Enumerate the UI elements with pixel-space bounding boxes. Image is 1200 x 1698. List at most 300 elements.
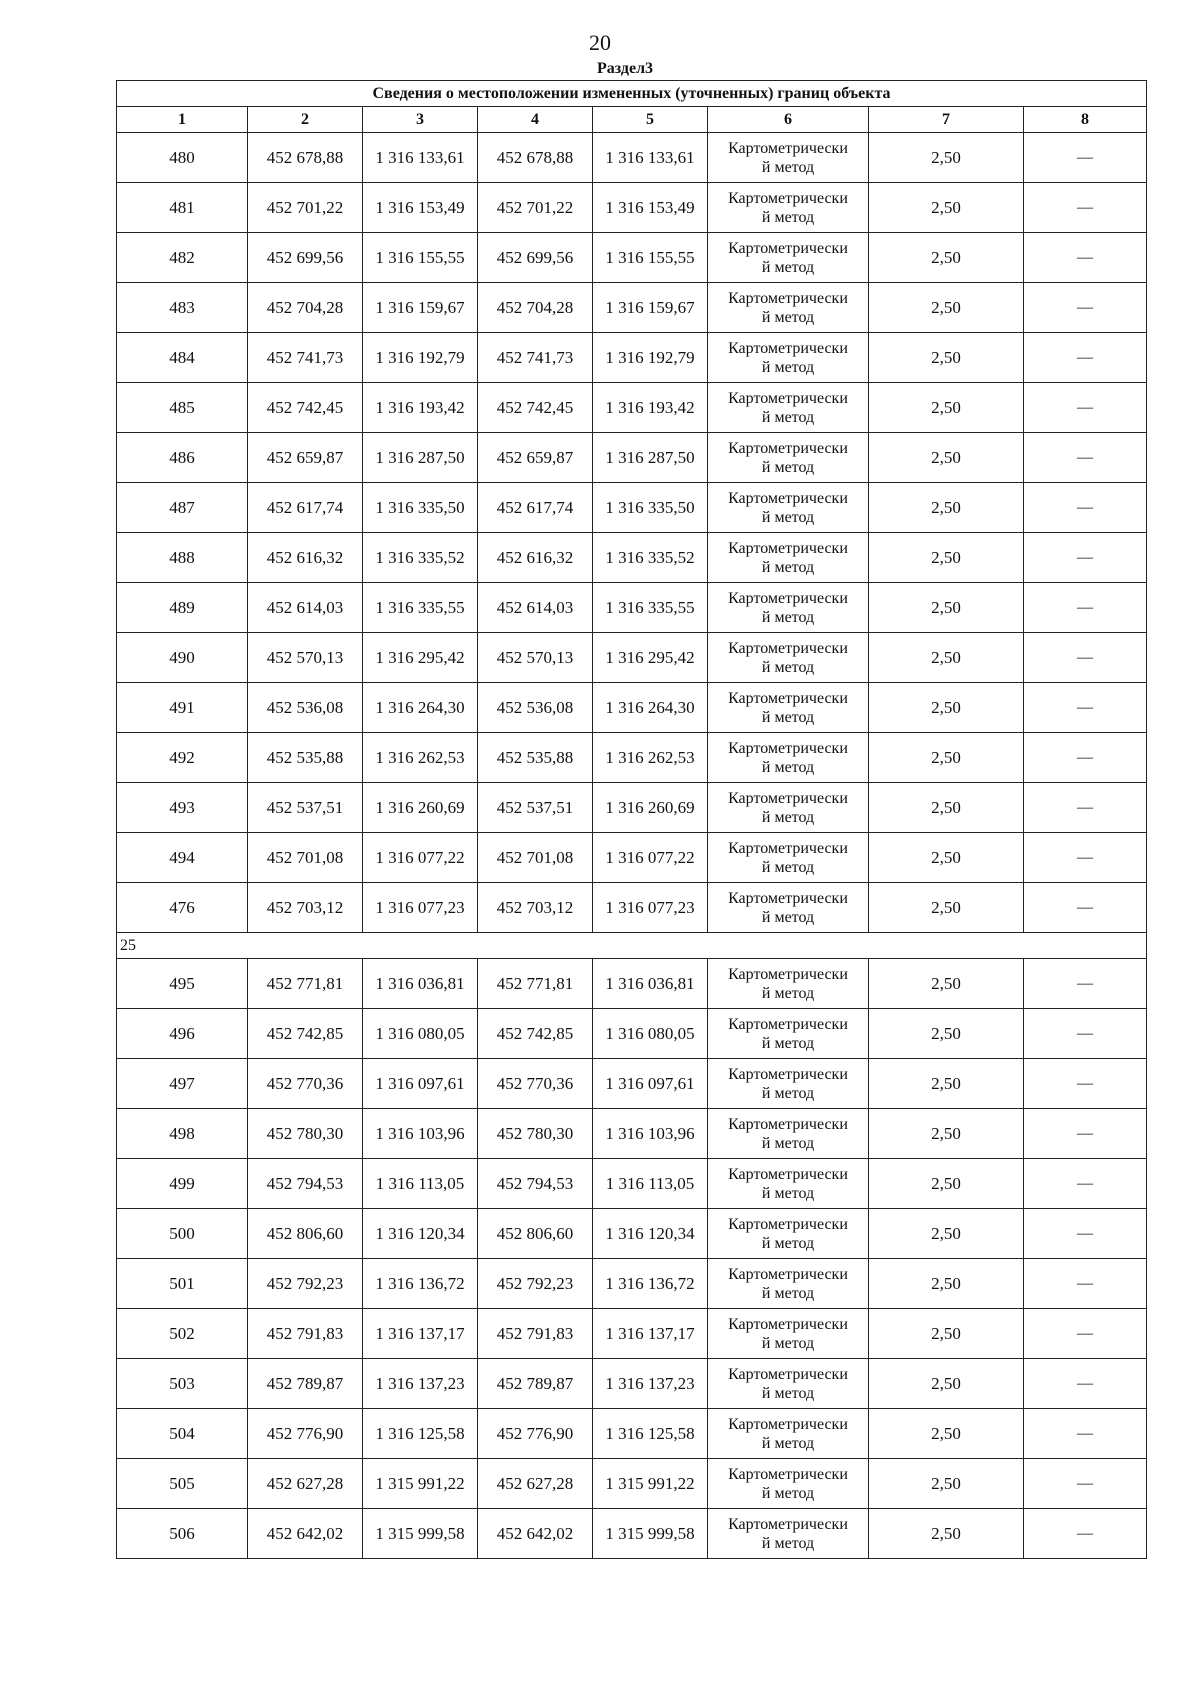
coord-x-existing-cell: 452 789,87 [248,1359,363,1409]
coord-y-updated-cell: 1 316 080,05 [593,1009,708,1059]
coord-y-existing-cell: 1 316 097,61 [363,1059,478,1109]
coord-y-existing-cell: 1 316 335,55 [363,583,478,633]
coord-x-updated-cell: 452 791,83 [478,1309,593,1359]
table-row [117,1409,1147,1459]
method-text-line1: Картометрически [728,965,848,983]
point-number-cell: 493 [117,783,248,833]
table-row [117,1009,1147,1059]
method-cell [708,883,869,933]
method-text-line2: й метод [761,558,815,576]
coord-y-existing-cell: 1 316 335,52 [363,533,478,583]
table-caption: Сведения о местоположении измененных (уточненных) границ объекта [117,81,1147,107]
coord-x-existing-cell: 452 792,23 [248,1259,363,1309]
method-text-line2: й метод [761,1384,815,1402]
method-text-line2: й метод [761,1484,815,1502]
accuracy-cell: 2,50 [869,1009,1024,1059]
note-cell: — [1024,1409,1147,1459]
accuracy-cell: 2,50 [869,133,1024,183]
table-row [117,233,1147,283]
method-text-line1: Картометрически [728,1365,848,1383]
coord-x-updated-cell: 452 742,45 [478,383,593,433]
coord-x-existing-cell: 452 570,13 [248,633,363,683]
method-text-line1: Картометрически [728,1315,848,1333]
point-number-cell: 485 [117,383,248,433]
method-text-line2: й метод [761,308,815,326]
accuracy-cell: 2,50 [869,1109,1024,1159]
coord-y-existing-cell: 1 316 335,50 [363,483,478,533]
method-text-line2: й метод [761,208,815,226]
accuracy-cell: 2,50 [869,483,1024,533]
accuracy-cell: 2,50 [869,183,1024,233]
method-text-line2: й метод [761,1434,815,1452]
method-text-line1: Картометрически [728,539,848,557]
point-number-cell: 503 [117,1359,248,1409]
coord-x-existing-cell: 452 703,12 [248,883,363,933]
method-text-line1: Картометрически [728,689,848,707]
coord-x-updated-cell: 452 770,36 [478,1059,593,1109]
point-number-cell: 476 [117,883,248,933]
coord-y-existing-cell: 1 316 153,49 [363,183,478,233]
column-number: 4 [478,107,593,133]
coord-x-updated-cell: 452 627,28 [478,1459,593,1509]
table-row [117,133,1147,183]
coord-x-existing-cell: 452 794,53 [248,1159,363,1209]
accuracy-cell: 2,50 [869,1359,1024,1409]
method-text-line1: Картометрически [728,1065,848,1083]
coord-y-existing-cell: 1 316 103,96 [363,1109,478,1159]
table-row [117,1459,1147,1509]
section-title: Раздел3 [596,60,654,77]
method-text-line2: й метод [761,758,815,776]
method-cell [708,733,869,783]
coord-y-updated-cell: 1 316 262,53 [593,733,708,783]
point-number-cell: 497 [117,1059,248,1109]
note-cell: — [1024,1109,1147,1159]
method-cell [708,1159,869,1209]
note-cell: — [1024,1159,1147,1209]
coord-y-updated-cell: 1 316 097,61 [593,1059,708,1109]
method-cell [708,833,869,883]
accuracy-cell: 2,50 [869,533,1024,583]
coord-y-existing-cell: 1 316 036,81 [363,959,478,1009]
column-number-row [117,107,1147,133]
coord-y-updated-cell: 1 316 335,52 [593,533,708,583]
method-text-line1: Картометрически [728,389,848,407]
table-caption-row [117,81,1147,107]
method-text-line2: й метод [761,1334,815,1352]
table-row [117,1109,1147,1159]
coord-y-updated-cell: 1 316 295,42 [593,633,708,683]
method-text-line2: й метод [761,708,815,726]
table-row [117,633,1147,683]
method-text-line1: Картометрически [728,239,848,257]
accuracy-cell: 2,50 [869,1309,1024,1359]
coord-y-existing-cell: 1 316 125,58 [363,1409,478,1459]
method-text-line2: й метод [761,458,815,476]
coord-x-existing-cell: 452 704,28 [248,283,363,333]
coord-x-existing-cell: 452 536,08 [248,683,363,733]
coord-y-updated-cell: 1 316 335,55 [593,583,708,633]
coord-x-updated-cell: 452 742,85 [478,1009,593,1059]
method-text-line1: Картометрически [728,1215,848,1233]
coord-x-updated-cell: 452 699,56 [478,233,593,283]
accuracy-cell: 2,50 [869,883,1024,933]
coordinates-table [116,80,1147,1559]
accuracy-cell: 2,50 [869,1509,1024,1559]
point-number-cell: 502 [117,1309,248,1359]
method-text-line2: й метод [761,258,815,276]
coord-x-existing-cell: 452 642,02 [248,1509,363,1559]
accuracy-cell: 2,50 [869,383,1024,433]
method-cell [708,1009,869,1059]
method-text-line1: Картометрически [728,639,848,657]
table-row [117,383,1147,433]
coord-y-existing-cell: 1 316 262,53 [363,733,478,783]
accuracy-cell: 2,50 [869,1459,1024,1509]
table-row [117,483,1147,533]
coord-y-existing-cell: 1 315 999,58 [363,1509,478,1559]
accuracy-cell: 2,50 [869,783,1024,833]
method-text-line2: й метод [761,1084,815,1102]
method-text-line2: й метод [761,1284,815,1302]
accuracy-cell: 2,50 [869,683,1024,733]
coord-x-updated-cell: 452 659,87 [478,433,593,483]
method-cell [708,583,869,633]
accuracy-cell: 2,50 [869,1159,1024,1209]
note-cell: — [1024,1059,1147,1109]
coord-y-updated-cell: 1 316 137,17 [593,1309,708,1359]
column-number: 5 [593,107,708,133]
table-row [117,783,1147,833]
table-row [117,883,1147,933]
method-text-line2: й метод [761,908,815,926]
coord-x-updated-cell: 452 789,87 [478,1359,593,1409]
table-row [117,1159,1147,1209]
coord-y-updated-cell: 1 316 260,69 [593,783,708,833]
method-cell [708,483,869,533]
coord-y-updated-cell: 1 316 113,05 [593,1159,708,1209]
accuracy-cell: 2,50 [869,633,1024,683]
coord-x-existing-cell: 452 742,45 [248,383,363,433]
coord-x-existing-cell: 452 627,28 [248,1459,363,1509]
table-row [117,433,1147,483]
coord-x-existing-cell: 452 806,60 [248,1209,363,1259]
note-cell: — [1024,1009,1147,1059]
coord-x-existing-cell: 452 678,88 [248,133,363,183]
table-body-block-2 [117,959,1147,1559]
note-cell: — [1024,1209,1147,1259]
method-text-line1: Картометрически [728,789,848,807]
method-text-line1: Картометрически [728,1115,848,1133]
coord-y-updated-cell: 1 316 125,58 [593,1409,708,1459]
coord-y-updated-cell: 1 316 077,22 [593,833,708,883]
coord-y-updated-cell: 1 316 335,50 [593,483,708,533]
coord-y-existing-cell: 1 316 193,42 [363,383,478,433]
coord-y-updated-cell: 1 316 192,79 [593,333,708,383]
note-cell: — [1024,1309,1147,1359]
coord-x-updated-cell: 452 806,60 [478,1209,593,1259]
method-text-line1: Картометрически [728,439,848,457]
coord-y-updated-cell: 1 316 120,34 [593,1209,708,1259]
coord-y-updated-cell: 1 316 133,61 [593,133,708,183]
note-cell: — [1024,833,1147,883]
coord-x-updated-cell: 452 535,88 [478,733,593,783]
method-cell [708,1259,869,1309]
coord-x-updated-cell: 452 570,13 [478,633,593,683]
note-cell: — [1024,633,1147,683]
point-number-cell: 494 [117,833,248,883]
method-cell [708,1109,869,1159]
accuracy-cell: 2,50 [869,283,1024,333]
coord-y-existing-cell: 1 316 137,23 [363,1359,478,1409]
coord-y-updated-cell: 1 316 077,23 [593,883,708,933]
coord-x-existing-cell: 452 791,83 [248,1309,363,1359]
method-text-line2: й метод [761,1184,815,1202]
method-text-line2: й метод [761,808,815,826]
column-number: 1 [117,107,248,133]
table-row [117,1359,1147,1409]
point-number-cell: 496 [117,1009,248,1059]
table-body-block-1 [117,133,1147,933]
table-row [117,833,1147,883]
coord-x-updated-cell: 452 701,08 [478,833,593,883]
point-number-cell: 500 [117,1209,248,1259]
coord-x-updated-cell: 452 704,28 [478,283,593,333]
coord-y-updated-cell: 1 316 193,42 [593,383,708,433]
coord-y-existing-cell: 1 316 287,50 [363,433,478,483]
page-number: 20 [589,30,611,55]
table-row [117,683,1147,733]
table-row [117,959,1147,1009]
coord-x-updated-cell: 452 678,88 [478,133,593,183]
method-text-line1: Картометрически [728,1165,848,1183]
table-row [117,1309,1147,1359]
note-cell: — [1024,333,1147,383]
coord-x-updated-cell: 452 536,08 [478,683,593,733]
note-cell: — [1024,533,1147,583]
note-cell: — [1024,733,1147,783]
method-text-line2: й метод [761,1534,815,1552]
coord-x-existing-cell: 452 537,51 [248,783,363,833]
coord-x-updated-cell: 452 537,51 [478,783,593,833]
method-cell [708,633,869,683]
coord-y-existing-cell: 1 316 137,17 [363,1309,478,1359]
accuracy-cell: 2,50 [869,733,1024,783]
coord-y-updated-cell: 1 316 153,49 [593,183,708,233]
point-number-cell: 499 [117,1159,248,1209]
coord-x-updated-cell: 452 776,90 [478,1409,593,1459]
method-text-line1: Картометрически [728,839,848,857]
accuracy-cell: 2,50 [869,1209,1024,1259]
table-row [117,533,1147,583]
accuracy-cell: 2,50 [869,959,1024,1009]
method-cell [708,233,869,283]
coord-x-existing-cell: 452 741,73 [248,333,363,383]
point-number-cell: 481 [117,183,248,233]
note-cell: — [1024,1459,1147,1509]
method-cell [708,1059,869,1109]
note-cell: — [1024,959,1147,1009]
method-text-line1: Картометрически [728,1265,848,1283]
coord-y-existing-cell: 1 316 080,05 [363,1009,478,1059]
accuracy-cell: 2,50 [869,1059,1024,1109]
coord-x-existing-cell: 452 699,56 [248,233,363,283]
coord-y-existing-cell: 1 316 133,61 [363,133,478,183]
accuracy-cell: 2,50 [869,583,1024,633]
method-cell [708,183,869,233]
method-text-line2: й метод [761,608,815,626]
point-number-cell: 498 [117,1109,248,1159]
note-cell: — [1024,133,1147,183]
method-text-line2: й метод [761,984,815,1002]
method-cell [708,333,869,383]
point-number-cell: 488 [117,533,248,583]
method-cell [708,1509,869,1559]
method-text-line1: Картометрически [728,1415,848,1433]
coord-y-existing-cell: 1 316 264,30 [363,683,478,733]
coord-y-updated-cell: 1 316 159,67 [593,283,708,333]
coord-y-existing-cell: 1 316 120,34 [363,1209,478,1259]
method-text-line1: Картометрически [728,1015,848,1033]
coord-y-existing-cell: 1 316 159,67 [363,283,478,333]
point-number-cell: 492 [117,733,248,783]
point-number-cell: 491 [117,683,248,733]
coord-y-updated-cell: 1 316 036,81 [593,959,708,1009]
coord-x-existing-cell: 452 701,22 [248,183,363,233]
method-cell [708,383,869,433]
method-text-line2: й метод [761,858,815,876]
coord-y-existing-cell: 1 316 155,55 [363,233,478,283]
coord-y-existing-cell: 1 316 077,23 [363,883,478,933]
table-row [117,183,1147,233]
note-cell: — [1024,1359,1147,1409]
group-label: 25 [117,933,1147,959]
method-text-line2: й метод [761,1234,815,1252]
note-cell: — [1024,783,1147,833]
coord-x-updated-cell: 452 701,22 [478,183,593,233]
method-text-line1: Картометрически [728,589,848,607]
method-cell [708,683,869,733]
table-row [117,283,1147,333]
coord-y-updated-cell: 1 316 136,72 [593,1259,708,1309]
coord-x-existing-cell: 452 701,08 [248,833,363,883]
coord-x-existing-cell: 452 614,03 [248,583,363,633]
group-label-row [117,933,1147,959]
point-number-cell: 501 [117,1259,248,1309]
method-text-line2: й метод [761,358,815,376]
point-number-cell: 505 [117,1459,248,1509]
group-separator [117,933,1147,959]
table-row [117,583,1147,633]
method-cell [708,533,869,583]
coord-y-updated-cell: 1 315 991,22 [593,1459,708,1509]
note-cell: — [1024,483,1147,533]
method-cell [708,1409,869,1459]
accuracy-cell: 2,50 [869,833,1024,883]
method-text-line2: й метод [761,658,815,676]
point-number-cell: 489 [117,583,248,633]
note-cell: — [1024,383,1147,433]
coord-y-existing-cell: 1 316 192,79 [363,333,478,383]
table-row [117,1259,1147,1309]
coord-x-existing-cell: 452 771,81 [248,959,363,1009]
note-cell: — [1024,233,1147,283]
coord-x-updated-cell: 452 794,53 [478,1159,593,1209]
coord-x-existing-cell: 452 617,74 [248,483,363,533]
coord-x-updated-cell: 452 614,03 [478,583,593,633]
point-number-cell: 506 [117,1509,248,1559]
coord-x-updated-cell: 452 780,30 [478,1109,593,1159]
coord-x-updated-cell: 452 703,12 [478,883,593,933]
method-cell [708,1209,869,1259]
point-number-cell: 486 [117,433,248,483]
point-number-cell: 480 [117,133,248,183]
note-cell: — [1024,583,1147,633]
table-row [117,1059,1147,1109]
coord-x-updated-cell: 452 771,81 [478,959,593,1009]
coord-x-existing-cell: 452 742,85 [248,1009,363,1059]
coord-y-updated-cell: 1 315 999,58 [593,1509,708,1559]
coord-x-existing-cell: 452 780,30 [248,1109,363,1159]
method-text-line2: й метод [761,1034,815,1052]
accuracy-cell: 2,50 [869,1409,1024,1459]
column-number: 2 [248,107,363,133]
point-number-cell: 495 [117,959,248,1009]
coord-y-existing-cell: 1 316 113,05 [363,1159,478,1209]
note-cell: — [1024,433,1147,483]
coord-y-existing-cell: 1 316 295,42 [363,633,478,683]
note-cell: — [1024,1509,1147,1559]
method-text-line1: Картометрически [728,1465,848,1483]
table-row [117,1209,1147,1259]
method-text-line1: Картометрически [728,339,848,357]
column-number: 7 [869,107,1024,133]
method-cell [708,133,869,183]
coord-x-updated-cell: 452 792,23 [478,1259,593,1309]
method-cell [708,1459,869,1509]
point-number-cell: 483 [117,283,248,333]
coord-x-updated-cell: 452 617,74 [478,483,593,533]
accuracy-cell: 2,50 [869,333,1024,383]
point-number-cell: 484 [117,333,248,383]
method-cell [708,1359,869,1409]
method-cell [708,1309,869,1359]
method-cell [708,783,869,833]
method-cell [708,959,869,1009]
method-text-line2: й метод [761,408,815,426]
coord-y-existing-cell: 1 316 260,69 [363,783,478,833]
note-cell: — [1024,183,1147,233]
method-text-line1: Картометрически [728,189,848,207]
note-cell: — [1024,683,1147,733]
table-row [117,1509,1147,1559]
coord-y-updated-cell: 1 316 264,30 [593,683,708,733]
note-cell: — [1024,1259,1147,1309]
coord-y-updated-cell: 1 316 103,96 [593,1109,708,1159]
accuracy-cell: 2,50 [869,233,1024,283]
table-row [117,333,1147,383]
method-text-line2: й метод [761,508,815,526]
accuracy-cell: 2,50 [869,1259,1024,1309]
method-text-line2: й метод [761,158,815,176]
method-cell [708,283,869,333]
coord-x-existing-cell: 452 776,90 [248,1409,363,1459]
point-number-cell: 487 [117,483,248,533]
method-cell [708,433,869,483]
method-text-line1: Картометрически [728,139,848,157]
point-number-cell: 482 [117,233,248,283]
accuracy-cell: 2,50 [869,433,1024,483]
